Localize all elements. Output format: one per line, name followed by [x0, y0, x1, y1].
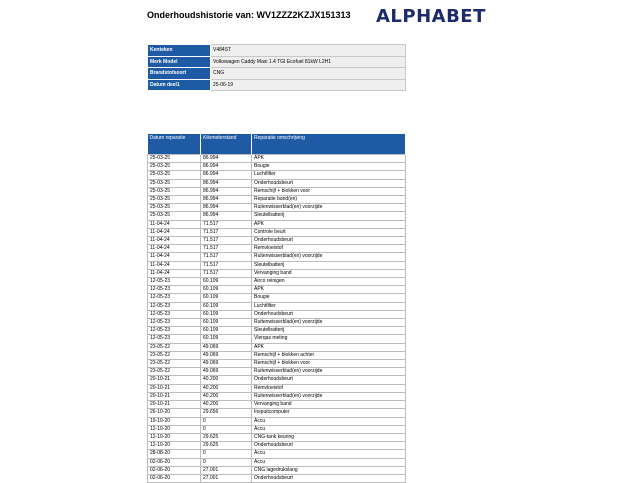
- cell-description: Vervanging band: [252, 401, 406, 409]
- cell-date: 02-06-20: [148, 458, 201, 466]
- cell-mileage: 40.200: [201, 376, 252, 384]
- table-row: [148, 196, 406, 204]
- cell-mileage: 86.994: [201, 187, 252, 195]
- column-header-date: Datum reparatie: [148, 134, 201, 155]
- cell-description: Airco reinigen: [252, 278, 406, 286]
- table-row: [148, 204, 406, 212]
- vehicle-info-value: CNG: [211, 68, 406, 80]
- cell-mileage: 71.517: [201, 253, 252, 261]
- cell-mileage: 0: [201, 417, 252, 425]
- cell-date: 26-10-20: [148, 409, 201, 417]
- cell-description: Luchtfilter: [252, 302, 406, 310]
- cell-description: APK: [252, 343, 406, 351]
- cell-description: Remschijf + blokken voor: [252, 187, 406, 195]
- cell-date: 11-04-24: [148, 220, 201, 228]
- cell-mileage: 0: [201, 450, 252, 458]
- cell-description: Remvloeistof: [252, 384, 406, 392]
- table-row: [148, 368, 406, 376]
- cell-mileage: 60.109: [201, 335, 252, 343]
- cell-description: Ruitenwisserblad(en) voorzijde: [252, 204, 406, 212]
- cell-description: Onderhoudsbeurt: [252, 179, 406, 187]
- cell-description: APK: [252, 155, 406, 163]
- vehicle-info-label: Brandstofsoort: [148, 68, 211, 80]
- cell-mileage: 49.069: [201, 360, 252, 368]
- table-row: [148, 302, 406, 310]
- vehicle-info-value: V484ST: [211, 45, 406, 57]
- table-row: [148, 360, 406, 368]
- cell-date: 11-04-24: [148, 237, 201, 245]
- table-row: [148, 392, 406, 400]
- table-row: [148, 458, 406, 466]
- table-row: [148, 351, 406, 359]
- cell-date: 11-04-24: [148, 269, 201, 277]
- history-header-row: [148, 134, 406, 155]
- cell-mileage: 86.994: [201, 171, 252, 179]
- cell-date: 12-05-23: [148, 278, 201, 286]
- cell-date: 20-10-21: [148, 392, 201, 400]
- cell-date: 25-03-25: [148, 187, 201, 195]
- cell-description: Ruitenwisserblad(en) voorzijde: [252, 368, 406, 376]
- cell-description: Onderhoudsbeurt: [252, 310, 406, 318]
- cell-mileage: 60.109: [201, 302, 252, 310]
- table-row: [148, 425, 406, 433]
- cell-description: Accu: [252, 417, 406, 425]
- cell-description: APK: [252, 286, 406, 294]
- cell-description: APK: [252, 220, 406, 228]
- maintenance-history-table: [147, 134, 406, 483]
- cell-date: 02-06-20: [148, 474, 201, 482]
- table-row: [148, 253, 406, 261]
- cell-mileage: 60.109: [201, 327, 252, 335]
- cell-description: Controle beurt: [252, 228, 406, 236]
- cell-mileage: 86.994: [201, 204, 252, 212]
- cell-description: Ruitenwisserblad(en) voorzijde: [252, 392, 406, 400]
- table-row: [148, 384, 406, 392]
- cell-date: 25-03-25: [148, 212, 201, 220]
- cell-mileage: 0: [201, 458, 252, 466]
- cell-description: Vlerqas meting: [252, 335, 406, 343]
- table-row: [148, 376, 406, 384]
- table-row: [148, 237, 406, 245]
- table-row: [148, 163, 406, 171]
- cell-description: Accu: [252, 450, 406, 458]
- cell-mileage: 60.109: [201, 319, 252, 327]
- cell-date: 12-05-23: [148, 310, 201, 318]
- table-row: [148, 474, 406, 482]
- cell-description: Inspuitcomputer: [252, 409, 406, 417]
- cell-date: 02-06-20: [148, 466, 201, 474]
- cell-description: Sleutelbatterij: [252, 261, 406, 269]
- cell-date: 12-10-20: [148, 442, 201, 450]
- cell-description: Bougie: [252, 163, 406, 171]
- alphabet-logo: ALPHABET: [376, 6, 486, 27]
- cell-description: CNG-tank keuring: [252, 433, 406, 441]
- cell-description: Reparatie band(en): [252, 196, 406, 204]
- vehicle-info-label: Merk Model: [148, 56, 211, 68]
- table-row: [148, 450, 406, 458]
- cell-date: 12-05-23: [148, 335, 201, 343]
- cell-date: 20-10-21: [148, 401, 201, 409]
- cell-mileage: 71.517: [201, 220, 252, 228]
- cell-date: 12-05-23: [148, 286, 201, 294]
- table-row: [148, 409, 406, 417]
- cell-mileage: 86.994: [201, 196, 252, 204]
- cell-description: Accu: [252, 458, 406, 466]
- cell-mileage: 49.069: [201, 368, 252, 376]
- cell-mileage: 60.109: [201, 310, 252, 318]
- table-row: [148, 335, 406, 343]
- cell-date: 25-03-25: [148, 171, 201, 179]
- table-row: [148, 433, 406, 441]
- table-row: [148, 442, 406, 450]
- table-row: [148, 155, 406, 163]
- table-row: [148, 417, 406, 425]
- table-row: [148, 343, 406, 351]
- cell-mileage: 86.994: [201, 155, 252, 163]
- cell-mileage: 71.517: [201, 261, 252, 269]
- cell-mileage: 27.001: [201, 466, 252, 474]
- cell-mileage: 86.994: [201, 179, 252, 187]
- cell-mileage: 60.109: [201, 286, 252, 294]
- cell-mileage: 71.517: [201, 237, 252, 245]
- table-row: [148, 310, 406, 318]
- cell-mileage: 29.625: [201, 433, 252, 441]
- cell-mileage: 0: [201, 425, 252, 433]
- cell-description: Accu: [252, 425, 406, 433]
- cell-mileage: 86.994: [201, 212, 252, 220]
- cell-date: 12-10-20: [148, 425, 201, 433]
- cell-date: 23-05-22: [148, 360, 201, 368]
- table-row: [148, 179, 406, 187]
- column-header-description: Reparatie omschrijving: [252, 134, 406, 155]
- cell-description: Remvloeistof: [252, 245, 406, 253]
- cell-mileage: 49.069: [201, 351, 252, 359]
- cell-date: 25-03-25: [148, 179, 201, 187]
- cell-description: Onderhoudsbeurt: [252, 237, 406, 245]
- cell-description: Sleutelbatterij: [252, 212, 406, 220]
- cell-mileage: 29.625: [201, 442, 252, 450]
- table-row: [148, 220, 406, 228]
- vehicle-info-row: [148, 68, 406, 80]
- cell-mileage: 86.994: [201, 163, 252, 171]
- cell-mileage: 71.517: [201, 269, 252, 277]
- cell-description: Remschijf + blokken voor: [252, 360, 406, 368]
- table-row: [148, 401, 406, 409]
- cell-date: 11-04-24: [148, 245, 201, 253]
- cell-description: Remschijf + blokken achter: [252, 351, 406, 359]
- vehicle-info-table: [147, 44, 406, 91]
- table-row: [148, 261, 406, 269]
- cell-mileage: 29.656: [201, 409, 252, 417]
- vehicle-info-row: [148, 56, 406, 68]
- cell-description: Onderhoudsbeurt: [252, 474, 406, 482]
- cell-date: 11-04-24: [148, 228, 201, 236]
- cell-description: Ruitenwisserblad(en) voorzijde: [252, 253, 406, 261]
- cell-date: 12-05-23: [148, 327, 201, 335]
- cell-date: 12-05-23: [148, 319, 201, 327]
- cell-mileage: 40.200: [201, 392, 252, 400]
- cell-date: 19-10-20: [148, 417, 201, 425]
- table-row: [148, 294, 406, 302]
- vehicle-info-value: Volkswagen Caddy Maxi 1.4 TGI Ecofuel 81kW L2H1: [211, 56, 406, 68]
- vehicle-info-row: [148, 45, 406, 57]
- cell-description: Onderhoudsbeurt: [252, 442, 406, 450]
- cell-mileage: 71.517: [201, 228, 252, 236]
- cell-description: CNG lagedrukslang: [252, 466, 406, 474]
- cell-mileage: 40.200: [201, 384, 252, 392]
- table-row: [148, 171, 406, 179]
- cell-mileage: 71.517: [201, 245, 252, 253]
- cell-date: 12-05-23: [148, 294, 201, 302]
- cell-date: 28-08-20: [148, 450, 201, 458]
- cell-date: 11-04-24: [148, 261, 201, 269]
- vehicle-info-row: [148, 79, 406, 91]
- table-row: [148, 286, 406, 294]
- table-row: [148, 212, 406, 220]
- column-header-mileage: Kilometerstand: [201, 134, 252, 155]
- cell-mileage: 40.200: [201, 401, 252, 409]
- cell-date: 23-05-22: [148, 368, 201, 376]
- table-row: [148, 269, 406, 277]
- cell-date: 12-10-20: [148, 433, 201, 441]
- table-row: [148, 319, 406, 327]
- cell-description: Onderhoudsbeurt: [252, 376, 406, 384]
- vehicle-info-value: 25-06-19: [211, 79, 406, 91]
- vehicle-info-label: Kenteken: [148, 45, 211, 57]
- cell-date: 25-03-25: [148, 196, 201, 204]
- cell-description: Ruitenwisserblad(en) voorzijde: [252, 319, 406, 327]
- table-row: [148, 245, 406, 253]
- table-row: [148, 187, 406, 195]
- cell-date: 20-10-21: [148, 376, 201, 384]
- table-row: [148, 228, 406, 236]
- cell-date: 12-05-23: [148, 302, 201, 310]
- cell-description: Vervanging band: [252, 269, 406, 277]
- cell-date: 23-05-22: [148, 351, 201, 359]
- cell-date: 20-10-21: [148, 384, 201, 392]
- cell-description: Bougie: [252, 294, 406, 302]
- cell-date: 23-05-22: [148, 343, 201, 351]
- cell-date: 25-03-25: [148, 204, 201, 212]
- cell-date: 11-04-24: [148, 253, 201, 261]
- table-row: [148, 466, 406, 474]
- cell-mileage: 27.001: [201, 474, 252, 482]
- cell-description: Luchtfilter: [252, 171, 406, 179]
- page-title: Onderhoudshistorie van: WV1ZZZ2KZJX151313: [147, 10, 351, 20]
- cell-date: 25-03-25: [148, 155, 201, 163]
- cell-description: Sleutelbatterij: [252, 327, 406, 335]
- table-row: [148, 327, 406, 335]
- cell-mileage: 60.109: [201, 278, 252, 286]
- cell-mileage: 60.109: [201, 294, 252, 302]
- cell-mileage: 49.069: [201, 343, 252, 351]
- table-row: [148, 278, 406, 286]
- cell-date: 25-03-25: [148, 163, 201, 171]
- vehicle-info-label: Datum deel1: [148, 79, 211, 91]
